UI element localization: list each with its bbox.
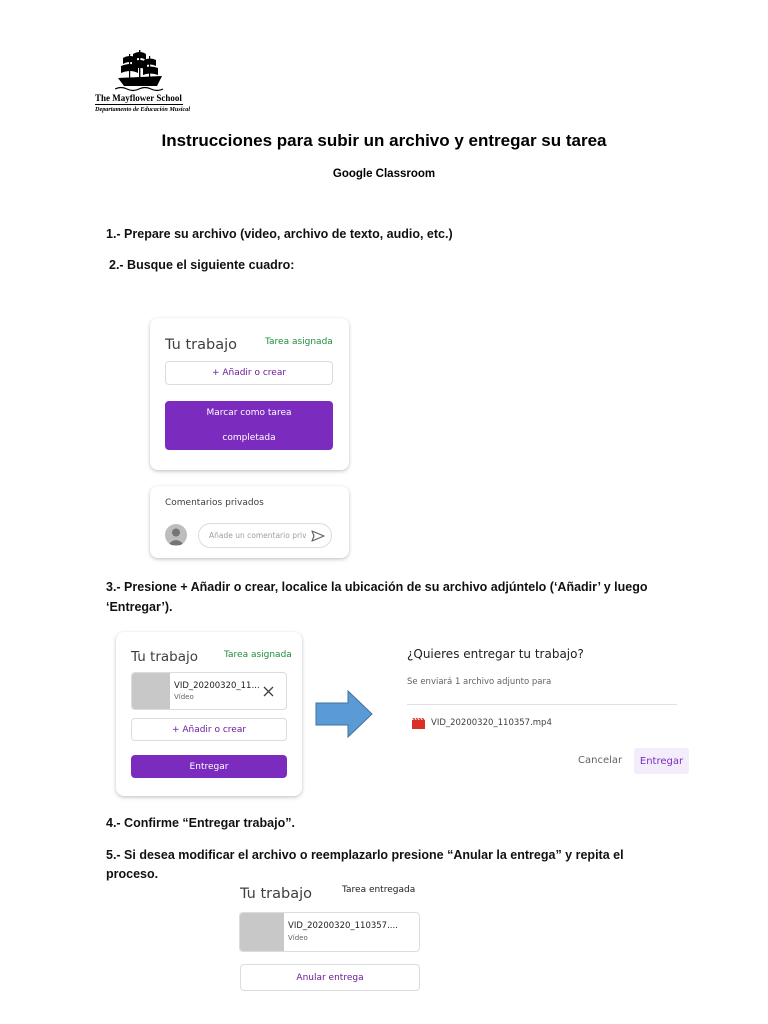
card-heading: Tu trabajo — [240, 886, 312, 902]
person-icon — [165, 524, 187, 546]
private-comments-heading: Comentarios privados — [165, 498, 264, 508]
mark-done-line-1: Marcar como tarea — [206, 407, 292, 418]
comment-placeholder: Añade un comentario priv — [209, 531, 307, 540]
your-work-card — [150, 318, 349, 470]
your-work-card-attached — [116, 632, 302, 796]
submit-button[interactable]: Entregar — [131, 755, 287, 778]
step-5-text-line-1: 5.- Si desea modificar el archivo o reemplazarlo presione “Anular la entrega” y repita el — [106, 848, 624, 862]
private-comments-card — [150, 486, 349, 558]
status-assigned: Tarea asignada — [265, 337, 333, 347]
file-type: Vídeo — [288, 934, 308, 942]
unsubmit-button[interactable]: Anular entrega — [240, 964, 420, 991]
submit-dialog — [395, 637, 695, 787]
confirm-submit-button[interactable]: Entregar — [634, 748, 689, 774]
logo-school-name: The Mayflower School — [95, 93, 182, 103]
dialog-file-name[interactable]: VID_20200320_110357.mp4 — [431, 718, 552, 728]
video-file-icon — [412, 718, 425, 729]
private-comment-input[interactable] — [198, 523, 332, 548]
mark-done-line-2: completada — [222, 432, 276, 443]
file-name: VID_20200320_11... — [174, 681, 260, 691]
page-title: Instrucciones para subir un archivo y entregar su tarea — [161, 131, 607, 150]
file-name: VID_20200320_110357.... — [288, 921, 398, 931]
ship-icon — [115, 48, 165, 92]
step-5-text-line-2: proceso. — [106, 867, 159, 881]
status-submitted: Tarea entregada — [342, 885, 416, 895]
page-subtitle: Google Classroom — [332, 168, 436, 180]
attached-file-chip[interactable] — [131, 672, 287, 710]
logo-department: Departamento de Educación Musical — [95, 106, 191, 113]
your-work-card-submitted — [232, 880, 432, 1000]
logo-divider — [95, 104, 183, 105]
step-3-text-line-1: 3.- Presione + Añadir o crear, localice la ubicación de su archivo adjúntelo (‘Añadir’ y luego — [106, 580, 648, 594]
school-logo — [93, 48, 243, 118]
avatar — [165, 524, 187, 546]
dialog-divider — [407, 704, 677, 705]
add-or-create-button[interactable]: + Añadir o crear — [131, 718, 287, 741]
step-1-text: 1.- Prepare su archivo (video, archivo de texto, audio, etc.) — [106, 227, 453, 241]
send-icon[interactable] — [311, 530, 325, 542]
cancel-button[interactable]: Cancelar — [578, 755, 623, 766]
arrow-right-icon — [315, 690, 373, 738]
step-3-text-line-2: ‘Entregar’). — [106, 600, 173, 614]
dialog-message: Se enviará 1 archivo adjunto para — [407, 677, 552, 687]
status-assigned: Tarea asignada — [224, 650, 292, 660]
file-type: Vídeo — [174, 693, 194, 701]
dialog-title: ¿Quieres entregar tu trabajo? — [407, 647, 584, 661]
submitted-file-chip[interactable] — [239, 912, 420, 952]
step-4-text: 4.- Confirme “Entregar trabajo”. — [106, 816, 295, 830]
mark-as-done-button[interactable] — [165, 401, 333, 450]
add-or-create-button[interactable]: + Añadir o crear — [165, 361, 333, 385]
card-heading: Tu trabajo — [131, 649, 199, 665]
file-thumbnail — [132, 673, 170, 709]
step-2-text: 2.- Busque el siguiente cuadro: — [109, 258, 295, 272]
card-heading: Tu trabajo — [165, 337, 237, 353]
close-icon[interactable] — [263, 686, 274, 697]
file-thumbnail — [240, 913, 284, 951]
